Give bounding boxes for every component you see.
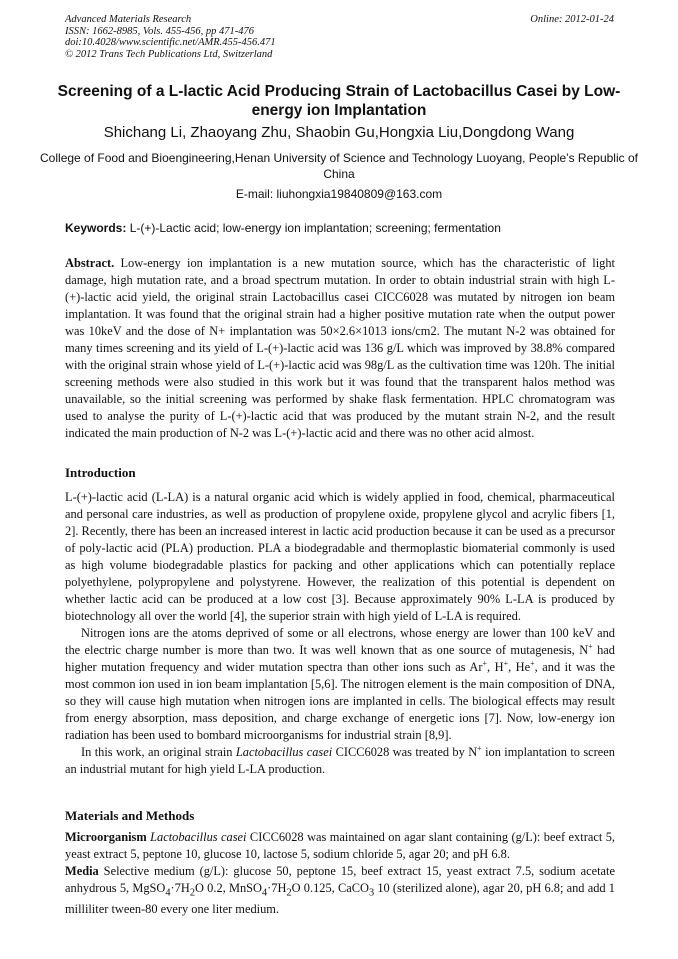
intro-paragraph: L-(+)-lactic acid (L-LA) is a natural organic acid which is widely applied in food, chemical, pharmaceutical and personal care industries, as well as production of propylene oxide, propylene glycol and acrylic fibers [1, 2]. Recently, there has been an increased interest in lactic acid production because it can be used as a precursor of poly-lactic acid (PLA) production. PLA a biodegradable and thermoplastic biomaterial commonly is used as high volume biodegradable plastics for packing and other applications which can potentially replace polyethylene, polypropylene and polystyrene. However, the realization of this potential is dependent on whether lactic acid can be produced at a low cost [3]. Because approximately 90% L-LA is produced by biotechnology all over the world [4], the superior strain with high yield of L-LA is required. (65, 490, 615, 623)
abstract-label: Abstract. (65, 256, 115, 270)
paper-title: Screening of a L-lactic Acid Producing Strain of Lactobacillus Casei by Low-energy ion Implantation (57, 83, 621, 119)
microorganism-label: Microorganism (65, 830, 147, 844)
media-paragraph: Media Selective medium (g/L): glucose 50, peptone 15, beef extract 15, yeast extract 7.5, sodium acetate anhydrous 5, $MgSO_4\cdot 7H_2O$ 0.2, $MnSO_4\cdot 7H_2O$ 0.125, CaCO$_3$ 10 (sterilized alone), agar 20, pH 6.8; and add 1 milliliter tween-80 every one liter medium. (65, 864, 615, 917)
journal-header (65, 14, 276, 60)
abstract-text: Low-energy ion implantation is a new mutation source, which has the characteristic of light damage, high mutation rate, and a broad spectrum mutation. In order to obtain industrial strain with high L-(+)-lactic acid yield, the original strain Lactobacillus casei CICC6028 was mutated by nitrogen ion beam implantation. It was found that the original strain had a higher positive mutation rate when the output power was 10keV and the dose of N+ implantation was 50×2.6×1013 ions/cm2. The mutant N-2 was obtained for many times screening and its yield of L-(+)-lactic acid was 136 g/L which was improved by 38.8% compared with the original strain whose yield of L-(+)-lactic acid was 98g/L as the cultivation time was 120h. The initial screening methods were also studied in this work but it was found that the transparent halos method was unavailable, so the initial screening was performed by shake flask fermentation. HPLC chromatogram was used to analyse the purity of L-(+)-lactic acid that was produced by the mutant strain N-2, and the result indicated the main production of N-2 was L-(+)-lactic acid and there was no other acid almost. (65, 256, 615, 440)
contact-email: E-mail: liuhongxia19840809@163.com (235, 187, 443, 201)
abstract (65, 255, 615, 442)
intro-paragraph: Nitrogen ions are the atoms deprived of some or all electrons, whose energy are lower than 100 keV and the electric charge number is more than two. It was well known that as one source of mutagenesis, N+ had higher mutation frequency and wider mutation spectra than other ions such as Ar+, H+, He+, and it was the most common ion used in ion beam implantation [5,6]. The nitrogen element is the main composition of DNA, so they will cause high mutation when nitrogen ions are implanted in cells. The biological effects may result from energy absorption, mass deposition, and charge exchange of energetic ions [7]. Now, low-energy ion radiation has been used to bombard microorganisms for industrial strain [8,9]. (65, 626, 615, 742)
keywords-text: L-(+)-Lactic acid; low-energy ion implantation; screening; fermentation (129, 221, 501, 235)
species-name: Lactobacillus casei (150, 830, 247, 844)
microorganism-paragraph: Microorganism Lactobacillus casei CICC6028 was maintained on agar slant containing (g/L): beef extract 5, yeast extract 5, peptone 10, glucose 10, lactose 5, sodium chloride 5, agar 20; and pH 6.8. (65, 830, 615, 861)
online-date: Online: 2012-01-24 (530, 14, 614, 25)
doi-line: doi:10.4028/www.scientific.net/AMR.455-456.471 (65, 37, 276, 49)
author-list: Shichang Li, Zhaoyang Zhu, Shaobin Gu,Hongxia Liu,Dongdong Wang (103, 124, 575, 141)
introduction-body (65, 489, 615, 778)
keywords-label: Keywords: (65, 221, 127, 235)
intro-paragraph: In this work, an original strain Lactobacillus casei CICC6028 was treated by N+ ion implantation to screen an industrial mutant for high yield L-LA production. (65, 743, 615, 776)
species-name: Lactobacillus casei (235, 745, 333, 759)
affiliation: College of Food and Bioengineering,Henan University of Science and Technology Luoyang, People’s Republic of China (40, 151, 638, 181)
keywords (65, 220, 615, 236)
media-label: Media (65, 864, 99, 878)
section-heading-methods: Materials and Methods (65, 808, 195, 823)
issn-line: ISSN: 1662-8985, Vols. 455-456, pp 471-476 (65, 25, 254, 37)
section-heading-introduction: Introduction (65, 465, 136, 480)
journal-name: Advanced Materials Research (65, 14, 192, 25)
copyright-line: © 2012 Trans Tech Publications Ltd, Switzerland (65, 48, 273, 60)
methods-body (65, 829, 615, 918)
